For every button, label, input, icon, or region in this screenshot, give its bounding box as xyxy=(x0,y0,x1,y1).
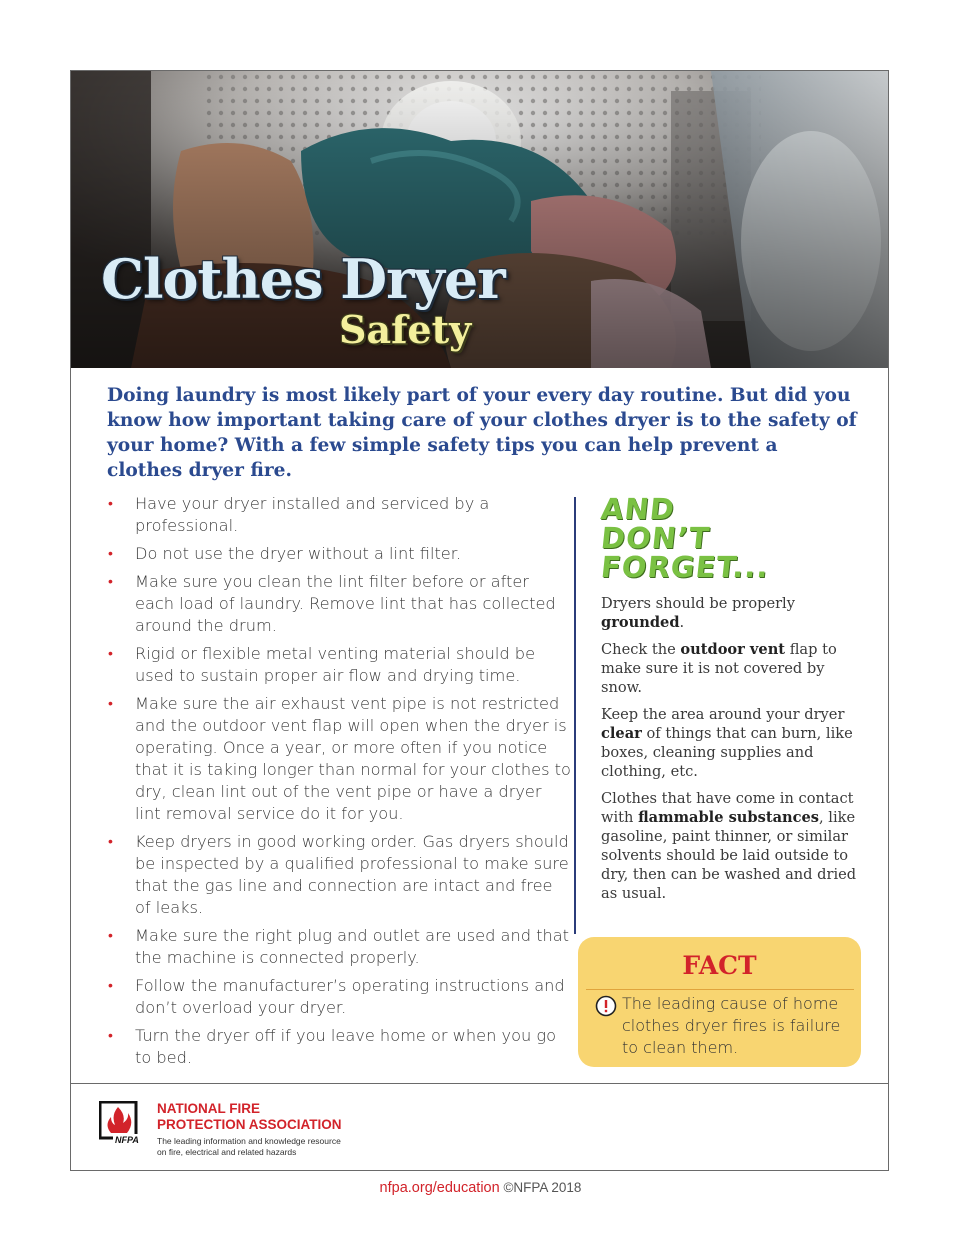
and-dont-forget-heading xyxy=(599,492,821,584)
nfpa-logo-icon xyxy=(99,1101,145,1147)
bullet-icon: • xyxy=(108,574,113,590)
reminders-column xyxy=(601,594,859,911)
flyer-frame xyxy=(70,70,889,1171)
tip-text: Have your dryer installed and serviced by a professional. xyxy=(135,494,490,535)
tip-text: Rigid or flexible metal venting material should be used to sustain proper air flow and drying time. xyxy=(135,644,536,685)
reminder-text: of things that can burn, like boxes, cleaning supplies and clothing, etc. xyxy=(601,725,853,780)
list-item xyxy=(105,831,571,919)
title-line2: Safety xyxy=(339,307,472,352)
list-item xyxy=(105,925,571,969)
tip-text: Make sure the air exhaust vent pipe is not restricted and the outdoor vent flap will open when the dryer is operating. Once a year, or more often if you notice that it is taking longer than normal for your clothes to dry, clean lint out of the vent pipe or have a dryer lint removal service do it for you. xyxy=(135,694,571,823)
reminder-text: Check the xyxy=(601,641,681,658)
org-name-line: PROTECTION ASSOCIATION xyxy=(157,1117,342,1132)
tip-text: Keep dryers in good working order. Gas dryers should be inspected by a qualified professional to make sure that the gas line and connection are intact and free of leaks. xyxy=(135,832,569,917)
org-name xyxy=(157,1101,387,1133)
tip-text: Make sure the right plug and outlet are used and that the machine is connected properly. xyxy=(135,926,570,967)
bullet-icon: • xyxy=(108,1028,113,1044)
heading-line: AND xyxy=(599,492,677,526)
bullet-icon: • xyxy=(108,978,113,994)
list-item xyxy=(105,493,571,537)
bullet-icon: • xyxy=(108,928,113,944)
list-item xyxy=(105,693,571,825)
reminder-text: , like gasoline, paint thinner, or similar solvents should be laid outside to dry, then can be washed and dried as usual. xyxy=(601,809,857,902)
reminder-text: flap to make sure it is not covered by snow. xyxy=(601,641,837,696)
tagline-line: on fire, electrical and related hazards xyxy=(157,1147,297,1157)
tip-text: Turn the dryer off if you leave home or when you go to bed. xyxy=(135,1026,557,1067)
logo-text: NFPA xyxy=(115,1135,139,1145)
fact-box xyxy=(578,937,861,1067)
list-item xyxy=(105,975,571,1019)
intro-paragraph: Doing laundry is most likely part of your every day routine. But did you know how important taking care of your clothes dryer is to the safety of your home? With a few simple safety tips you can help prevent a clothes dryer fire. xyxy=(107,385,857,481)
reminder-text: Dryers should be properly xyxy=(601,595,795,612)
fact-title: FACT xyxy=(682,951,757,980)
reminder-emphasis: clear xyxy=(601,725,642,742)
bullet-icon: • xyxy=(108,496,113,512)
safety-tips-list xyxy=(105,493,571,1075)
list-item xyxy=(105,1025,571,1069)
reminder-emphasis: flammable substances xyxy=(638,809,820,826)
bullet-icon: • xyxy=(108,834,113,850)
fact-divider xyxy=(586,989,854,990)
bullet-icon: • xyxy=(108,696,113,712)
reminder-paragraph xyxy=(601,789,859,903)
footer-divider xyxy=(71,1083,888,1084)
bullet-icon: • xyxy=(108,646,113,662)
reminder-paragraph xyxy=(601,594,859,632)
list-item xyxy=(105,543,571,565)
tagline-line: The leading information and knowledge resource xyxy=(157,1136,341,1146)
reminder-paragraph xyxy=(601,705,859,781)
org-name-line: NATIONAL FIRE xyxy=(157,1101,260,1116)
alert-icon xyxy=(595,995,617,1017)
list-item xyxy=(105,571,571,637)
tip-text: Follow the manufacturer’s operating instructions and don’t overload your dryer. xyxy=(135,976,565,1017)
list-item xyxy=(105,643,571,687)
bullet-icon: • xyxy=(108,546,113,562)
heading-line: DON’T xyxy=(599,521,712,555)
column-divider xyxy=(574,497,576,934)
reminder-text: . xyxy=(679,614,685,631)
reminder-paragraph xyxy=(601,640,859,697)
reminder-emphasis: outdoor vent xyxy=(680,641,786,658)
heading-line: FORGET... xyxy=(599,550,771,584)
fact-text: The leading cause of home clothes dryer fires is failure to clean them. xyxy=(622,994,841,1057)
title-line1: Clothes Dryer xyxy=(101,247,505,311)
reminder-text: Clothes that have come in contact with xyxy=(601,790,854,826)
org-tagline xyxy=(157,1136,367,1158)
tip-text: Do not use the dryer without a lint filter. xyxy=(135,544,462,563)
page-footer xyxy=(0,1180,961,1196)
reminder-emphasis: grounded xyxy=(601,614,680,631)
tip-text: Make sure you clean the lint filter before or after each load of laundry. Remove lint that has collected around the drum. xyxy=(135,572,556,635)
dryer-photo xyxy=(71,71,888,368)
copyright-text: ©NFPA 2018 xyxy=(503,1180,582,1195)
reminder-text: Keep the area around your dryer xyxy=(601,706,845,723)
hero-image xyxy=(71,71,888,368)
education-link[interactable]: nfpa.org/education xyxy=(379,1180,500,1196)
